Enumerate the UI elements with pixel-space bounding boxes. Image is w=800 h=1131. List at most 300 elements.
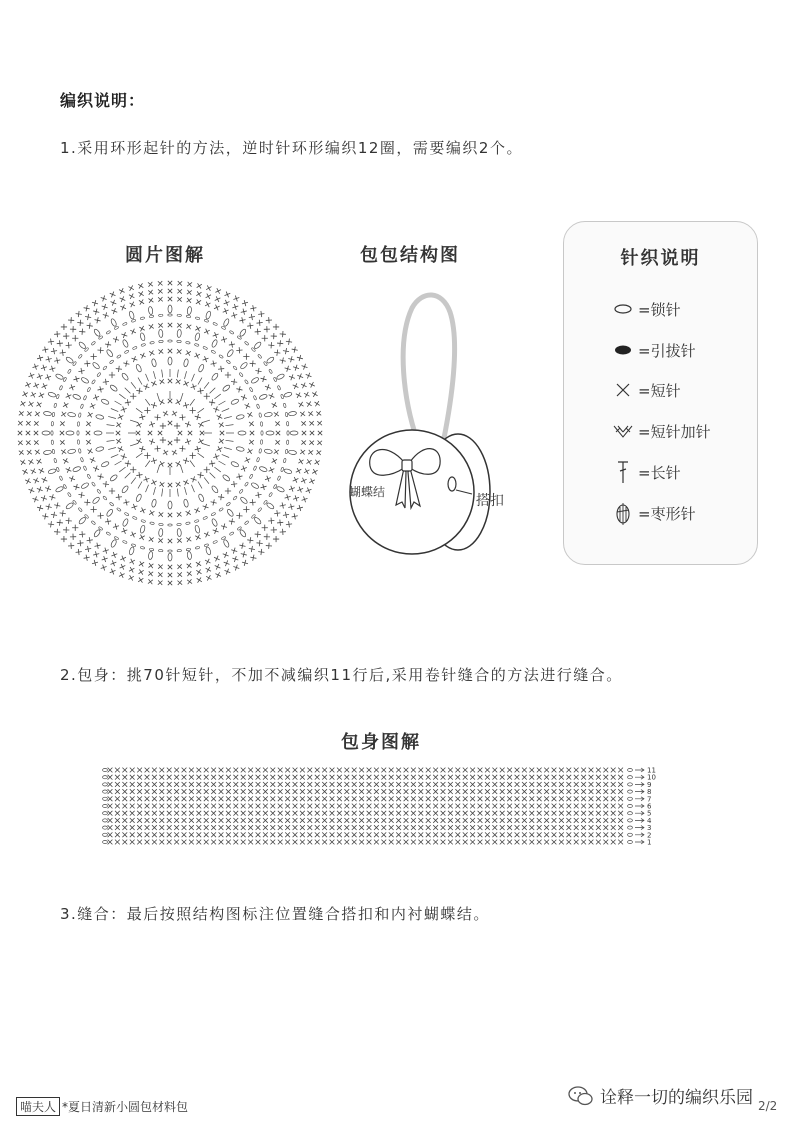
sc-mark — [139, 414, 145, 420]
sc-mark — [42, 383, 48, 389]
sc-mark — [381, 804, 386, 809]
sc-mark — [544, 782, 549, 787]
sc-mark — [138, 283, 143, 288]
sc-mark — [167, 804, 172, 809]
sc-mark — [441, 775, 446, 780]
chain-mark — [244, 482, 248, 487]
sc-mark — [307, 840, 312, 845]
sc-mark — [603, 840, 608, 845]
sc-mark — [596, 818, 601, 823]
sc-mark — [596, 782, 601, 787]
sc-mark — [145, 782, 150, 787]
row-arrow-icon — [635, 782, 644, 786]
sc-mark — [190, 407, 196, 413]
sc-mark — [603, 832, 608, 837]
chain-mark — [80, 457, 83, 462]
puff-mark — [168, 357, 172, 365]
chain-mark — [203, 516, 208, 520]
chain-mark — [283, 403, 286, 408]
sc-mark — [418, 825, 423, 830]
sc-mark — [103, 379, 109, 385]
dc-mark — [184, 487, 186, 495]
legend-item-slip — [612, 337, 696, 363]
sc-mark — [455, 840, 460, 845]
sc-mark — [611, 832, 616, 837]
sc-mark — [213, 332, 219, 338]
sc-mark — [248, 804, 253, 809]
sc-mark — [145, 818, 150, 823]
sc-mark — [189, 840, 194, 845]
sc-mark — [191, 476, 197, 482]
sc-mark — [344, 782, 349, 787]
chain-mark — [213, 322, 218, 326]
sc-mark — [140, 508, 146, 514]
puff-mark — [109, 384, 118, 392]
sc-mark — [411, 832, 416, 837]
sc-mark — [109, 372, 115, 378]
sc-mark — [426, 832, 431, 837]
sc-mark — [315, 832, 320, 837]
sc-mark — [470, 818, 475, 823]
sc-mark — [241, 789, 246, 794]
puff-mark — [177, 528, 182, 536]
puff-mark — [211, 372, 219, 381]
sc-mark — [266, 317, 272, 323]
sc-mark — [470, 811, 475, 816]
sc-mark — [396, 789, 401, 794]
sc-mark — [250, 305, 256, 311]
sc-mark — [312, 469, 317, 474]
sc-mark — [108, 782, 113, 787]
chain-mark — [52, 449, 55, 454]
puff-mark — [55, 373, 64, 380]
sc-mark — [418, 789, 423, 794]
sc-mark — [492, 782, 497, 787]
sc-mark — [187, 298, 192, 303]
sc-mark — [137, 768, 142, 773]
sc-mark — [130, 840, 135, 845]
chain-mark — [280, 394, 283, 399]
chain-mark — [103, 790, 108, 793]
sc-mark — [315, 825, 320, 830]
sc-mark — [211, 811, 216, 816]
sc-mark — [211, 804, 216, 809]
sc-mark — [168, 539, 172, 543]
sc-mark — [433, 796, 438, 801]
sc-mark — [48, 521, 54, 527]
sc-mark — [168, 573, 172, 577]
sc-mark — [177, 323, 182, 328]
sc-mark — [233, 296, 239, 302]
sc-mark — [268, 518, 274, 524]
sc-mark — [159, 768, 164, 773]
chain-mark — [239, 489, 243, 494]
dc-mark — [136, 453, 142, 458]
sc-mark — [219, 782, 224, 787]
sc-mark — [396, 796, 401, 801]
sc-mark — [500, 782, 505, 787]
sc-mark — [152, 832, 157, 837]
sc-mark — [286, 521, 292, 527]
sc-mark — [537, 840, 542, 845]
sc-mark — [426, 818, 431, 823]
sc-mark — [455, 768, 460, 773]
sc-mark — [330, 789, 335, 794]
sc-mark — [61, 412, 66, 417]
sc-mark — [603, 811, 608, 816]
sc-mark — [167, 796, 172, 801]
sc-mark — [125, 399, 131, 405]
chain-mark — [106, 330, 111, 334]
sc-mark — [470, 768, 475, 773]
dc-mark — [108, 447, 116, 449]
sc-mark — [574, 832, 579, 837]
sc-mark — [123, 361, 129, 367]
sc-mark — [204, 775, 209, 780]
sc-mark — [478, 789, 483, 794]
puff-mark — [288, 411, 297, 416]
chain-mark — [97, 372, 101, 377]
dc-mark — [204, 477, 209, 483]
sc-mark — [500, 832, 505, 837]
sc-mark — [455, 775, 460, 780]
sc-mark — [145, 789, 150, 794]
chain-mark — [141, 519, 146, 522]
puff-mark — [251, 482, 260, 490]
sc-mark — [455, 796, 460, 801]
row-number: 7 — [647, 795, 652, 804]
sc-mark — [145, 825, 150, 830]
sc-mark — [247, 323, 253, 329]
sc-mark — [272, 458, 277, 463]
sc-mark — [485, 811, 490, 816]
body-stitch-chart — [100, 762, 680, 856]
legend-item-sc-inc — [612, 418, 711, 444]
sc-mark — [337, 825, 342, 830]
chain-mark — [109, 502, 114, 506]
sc-mark — [566, 782, 571, 787]
sc-mark — [204, 393, 210, 399]
sc-mark — [470, 825, 475, 830]
sc-mark — [344, 768, 349, 773]
sc-mark — [522, 782, 527, 787]
sc-mark — [374, 818, 379, 823]
dc-mark — [111, 409, 118, 412]
sc-mark — [200, 431, 204, 435]
sc-mark — [478, 768, 483, 773]
sc-mark — [522, 804, 527, 809]
sc-mark — [463, 775, 468, 780]
sc-mark — [574, 782, 579, 787]
sc-mark — [559, 782, 564, 787]
sc-mark — [529, 782, 534, 787]
sc-mark — [288, 504, 294, 510]
sc-mark — [225, 569, 231, 575]
sc-mark — [352, 804, 357, 809]
dc-mark — [119, 394, 125, 399]
dc-mark — [138, 481, 142, 488]
sc-mark — [115, 840, 120, 845]
chain-mark — [59, 385, 63, 390]
row-arrow-icon — [635, 840, 644, 844]
sc-mark — [455, 818, 460, 823]
sc-mark — [285, 494, 291, 500]
sc-mark — [158, 512, 163, 517]
puff-mark — [135, 493, 142, 502]
puff-mark — [276, 486, 285, 493]
dc-mark — [214, 394, 220, 399]
sc-mark — [507, 789, 512, 794]
sc-mark — [396, 768, 401, 773]
puff-mark — [236, 414, 245, 420]
sc-mark — [233, 825, 238, 830]
sc-mark — [300, 450, 305, 455]
sc-mark — [149, 421, 155, 427]
sc-mark — [316, 450, 321, 455]
chain-mark — [87, 474, 91, 479]
sc-mark — [596, 825, 601, 830]
sc-mark — [278, 782, 283, 787]
sc-mark — [566, 840, 571, 845]
sc-mark — [492, 789, 497, 794]
sc-mark — [500, 804, 505, 809]
sc-mark — [223, 308, 229, 314]
sc-mark — [139, 326, 144, 331]
sc-mark — [285, 789, 290, 794]
sc-mark — [198, 422, 203, 427]
sc-mark — [315, 460, 320, 465]
sc-mark — [265, 384, 271, 390]
sc-mark — [182, 796, 187, 801]
sc-mark — [108, 811, 113, 816]
sc-mark — [215, 288, 221, 294]
dc-mark — [157, 465, 159, 473]
sc-mark — [241, 811, 246, 816]
sc-mark — [418, 768, 423, 773]
sc-mark — [72, 525, 78, 531]
chain-mark — [168, 524, 172, 526]
sc-mark — [618, 782, 623, 787]
chain-mark — [103, 812, 108, 815]
chain-mark — [260, 422, 263, 427]
sc-mark — [537, 804, 542, 809]
row-number: 10 — [647, 773, 656, 782]
sc-mark — [470, 804, 475, 809]
sc-mark — [270, 832, 275, 837]
sc-mark — [367, 796, 372, 801]
dc-mark — [198, 453, 204, 458]
sc-mark — [215, 572, 221, 578]
sc-mark — [25, 478, 31, 484]
sc-mark — [300, 818, 305, 823]
sc-mark — [248, 796, 253, 801]
sc-mark — [433, 818, 438, 823]
sc-mark — [344, 789, 349, 794]
sc-mark — [307, 768, 312, 773]
dc-mark — [210, 473, 216, 479]
dc-mark — [130, 444, 138, 446]
sc-mark — [31, 469, 36, 474]
sc-mark — [448, 818, 453, 823]
sc-mark — [70, 534, 76, 540]
puff-mark — [67, 412, 76, 417]
dc-mark — [115, 401, 122, 405]
sc-mark — [122, 768, 127, 773]
sc-mark — [441, 804, 446, 809]
sc-mark — [76, 549, 82, 555]
sc-mark — [233, 840, 238, 845]
sc-mark — [381, 818, 386, 823]
sc-mark — [297, 505, 303, 511]
sc-mark — [275, 421, 280, 426]
sc-mark — [418, 832, 423, 837]
chain-mark — [628, 819, 633, 822]
sc-mark — [167, 789, 172, 794]
sc-mark — [129, 294, 134, 299]
dc-mark — [162, 489, 163, 497]
sc-mark — [426, 768, 431, 773]
sc-mark — [168, 441, 172, 445]
sc-mark — [289, 486, 295, 492]
sc-mark — [529, 789, 534, 794]
sc-mark — [233, 811, 238, 816]
sc-mark — [115, 796, 120, 801]
puff-mark — [65, 502, 74, 510]
sc-mark — [177, 281, 182, 286]
dc-mark — [108, 416, 116, 418]
puff-mark — [78, 516, 86, 524]
sc-mark — [515, 796, 520, 801]
chain-mark — [233, 366, 238, 371]
sc-mark — [411, 782, 416, 787]
sc-mark — [276, 431, 280, 435]
sc-mark — [330, 832, 335, 837]
sc-mark — [596, 811, 601, 816]
sc-mark — [163, 411, 168, 416]
sc-mark — [105, 518, 111, 524]
sc-mark — [433, 825, 438, 830]
puff-mark — [253, 341, 261, 349]
chain-mark — [56, 394, 59, 399]
sc-mark — [300, 789, 305, 794]
sc-mark — [233, 768, 238, 773]
sc-mark — [196, 789, 201, 794]
sc-mark — [70, 326, 76, 332]
sc-mark — [103, 481, 109, 487]
sc-mark — [596, 796, 601, 801]
sc-mark — [211, 825, 216, 830]
sc-mark — [197, 578, 202, 583]
sc-mark — [337, 775, 342, 780]
sc-mark — [574, 811, 579, 816]
sc-mark — [507, 782, 512, 787]
sc-mark — [204, 782, 209, 787]
dc-mark — [125, 473, 131, 479]
puff-mark — [43, 450, 52, 455]
sc-mark — [367, 789, 372, 794]
sc-mark — [130, 302, 135, 307]
chain-mark — [261, 431, 263, 435]
sc-mark — [60, 440, 65, 445]
sc-mark — [330, 782, 335, 787]
sc-mark — [285, 804, 290, 809]
sc-mark — [18, 421, 23, 426]
sc-mark — [448, 811, 453, 816]
puff-mark — [81, 482, 90, 490]
sc-mark — [34, 421, 39, 426]
chain-mark — [177, 314, 182, 317]
dc-mark — [214, 467, 220, 472]
sc-mark — [182, 840, 187, 845]
sc-mark — [226, 832, 231, 837]
sc-mark — [396, 811, 401, 816]
dc-mark — [226, 440, 234, 441]
sc-mark — [211, 789, 216, 794]
sc-mark — [205, 302, 210, 307]
sc-mark — [87, 323, 93, 329]
sc-mark — [93, 466, 99, 472]
sc-mark — [529, 775, 534, 780]
sc-mark — [176, 482, 181, 487]
sc-mark — [263, 768, 268, 773]
chain-mark — [131, 543, 136, 546]
sc-mark — [374, 796, 379, 801]
sc-mark — [249, 546, 255, 552]
sc-mark — [136, 431, 140, 435]
sc-mark — [404, 789, 409, 794]
sc-mark — [255, 368, 261, 374]
sc-mark — [389, 782, 394, 787]
sc-mark — [322, 840, 327, 845]
chain-mark — [103, 496, 108, 501]
chain-mark — [286, 440, 289, 445]
sc-mark — [596, 768, 601, 773]
sc-mark — [544, 811, 549, 816]
sc-mark — [209, 460, 215, 466]
sc-mark — [154, 414, 160, 420]
chain-mark — [150, 522, 155, 525]
sc-mark — [248, 811, 253, 816]
sc-mark — [300, 768, 305, 773]
sc-mark — [280, 358, 286, 364]
sc-mark — [167, 818, 172, 823]
sc-mark — [29, 373, 35, 379]
sc-mark — [84, 555, 90, 561]
sc-mark — [603, 818, 608, 823]
chain-mark — [256, 457, 259, 462]
sc-mark — [309, 478, 315, 484]
puff-mark — [205, 547, 211, 556]
chain-mark — [103, 768, 108, 771]
sc-mark — [176, 379, 181, 384]
sc-mark — [131, 356, 137, 362]
sc-mark — [41, 495, 47, 501]
chain-mark — [260, 440, 263, 445]
sc-mark — [374, 840, 379, 845]
sc-mark — [250, 499, 256, 505]
sc-mark — [226, 782, 231, 787]
sc-mark — [300, 804, 305, 809]
sc-mark — [72, 335, 78, 341]
sc-mark — [37, 355, 43, 361]
sc-mark — [315, 768, 320, 773]
sc-mark — [187, 563, 192, 568]
chain-mark — [91, 520, 96, 525]
sc-mark — [448, 796, 453, 801]
step-1-text: 1.采用环形起针的方法，逆时针环形编织12圈，需要编织2个。 — [60, 139, 523, 157]
sc-mark — [198, 439, 203, 444]
sc-mark — [470, 796, 475, 801]
